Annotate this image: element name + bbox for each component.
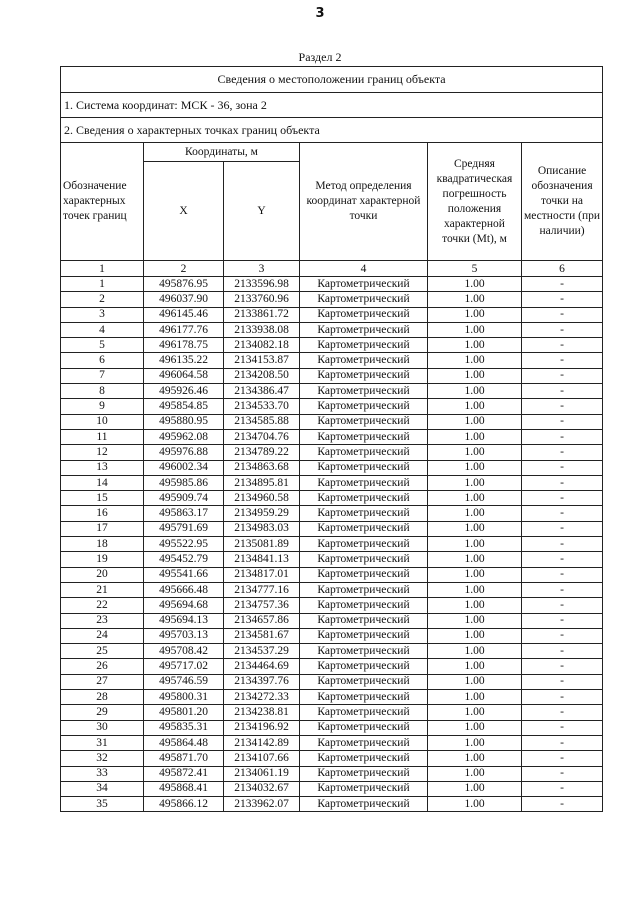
description-cell: - [522, 705, 603, 720]
coord-y-cell: 2134585.88 [224, 414, 300, 429]
coord-x-cell: 495962.08 [144, 429, 224, 444]
description-cell: - [522, 460, 603, 475]
description-cell: - [522, 475, 603, 490]
point-number-cell: 9 [61, 399, 144, 414]
point-number-cell: 25 [61, 644, 144, 659]
mean-error-cell: 1.00 [428, 384, 522, 399]
point-number-cell: 29 [61, 705, 144, 720]
method-cell: Картометрический [300, 414, 428, 429]
coord-y-cell: 2134817.01 [224, 567, 300, 582]
description-cell: - [522, 506, 603, 521]
description-cell: - [522, 720, 603, 735]
point-number-cell: 14 [61, 475, 144, 490]
coord-x-cell: 495864.48 [144, 735, 224, 750]
coord-x-cell: 495703.13 [144, 628, 224, 643]
header-coordinates: Координаты, м [144, 143, 300, 162]
boundary-points-table [60, 66, 603, 812]
point-number-cell: 1 [61, 277, 144, 292]
coord-x-cell: 496135.22 [144, 353, 224, 368]
method-cell: Картометрический [300, 659, 428, 674]
method-cell: Картометрический [300, 521, 428, 536]
table-row [61, 429, 603, 444]
point-number-cell: 17 [61, 521, 144, 536]
coord-y-cell: 2134464.69 [224, 659, 300, 674]
method-cell: Картометрический [300, 690, 428, 705]
coord-y-cell: 2134397.76 [224, 674, 300, 689]
table-row [61, 353, 603, 368]
table-row [61, 690, 603, 705]
method-cell: Картометрический [300, 613, 428, 628]
table-row [61, 613, 603, 628]
column-number: 6 [522, 261, 603, 277]
mean-error-cell: 1.00 [428, 537, 522, 552]
mean-error-cell: 1.00 [428, 429, 522, 444]
coord-y-cell: 2134537.29 [224, 644, 300, 659]
point-number-cell: 33 [61, 766, 144, 781]
coord-x-cell: 496178.75 [144, 338, 224, 353]
description-cell: - [522, 307, 603, 322]
table-row [61, 674, 603, 689]
mean-error-cell: 1.00 [428, 598, 522, 613]
table-row [61, 751, 603, 766]
description-cell: - [522, 751, 603, 766]
mean-error-cell: 1.00 [428, 720, 522, 735]
description-cell: - [522, 521, 603, 536]
coord-y-cell: 2134082.18 [224, 338, 300, 353]
coord-x-cell: 495926.46 [144, 384, 224, 399]
point-number-cell: 2 [61, 292, 144, 307]
mean-error-cell: 1.00 [428, 292, 522, 307]
point-number-cell: 8 [61, 384, 144, 399]
page-number: 3 [315, 6, 325, 21]
description-cell: - [522, 552, 603, 567]
description-cell: - [522, 567, 603, 582]
description-cell: - [522, 690, 603, 705]
table-row [61, 781, 603, 796]
method-cell: Картометрический [300, 491, 428, 506]
mean-error-cell: 1.00 [428, 399, 522, 414]
table-row [61, 720, 603, 735]
coord-x-cell: 496037.90 [144, 292, 224, 307]
description-cell: - [522, 414, 603, 429]
table-row [61, 322, 603, 337]
mean-error-cell: 1.00 [428, 766, 522, 781]
coord-x-cell: 496064.58 [144, 368, 224, 383]
column-number-row [61, 261, 603, 277]
point-number-cell: 10 [61, 414, 144, 429]
coord-y-cell: 2134153.87 [224, 353, 300, 368]
table-row [61, 659, 603, 674]
method-cell: Картометрический [300, 720, 428, 735]
table-row [61, 491, 603, 506]
column-number: 1 [61, 261, 144, 277]
point-number-cell: 34 [61, 781, 144, 796]
table-row [61, 384, 603, 399]
point-number-cell: 31 [61, 735, 144, 750]
coord-y-cell: 2134704.76 [224, 429, 300, 444]
header-method: Метод определения координат характерной точки [300, 143, 428, 261]
coord-y-cell: 2134061.19 [224, 766, 300, 781]
description-cell: - [522, 766, 603, 781]
column-number: 4 [300, 261, 428, 277]
method-cell: Картометрический [300, 628, 428, 643]
method-cell: Картометрический [300, 552, 428, 567]
point-number-cell: 22 [61, 598, 144, 613]
coord-x-cell: 495746.59 [144, 674, 224, 689]
table-row [61, 521, 603, 536]
method-cell: Картометрический [300, 475, 428, 490]
coord-y-cell: 2133596.98 [224, 277, 300, 292]
mean-error-cell: 1.00 [428, 307, 522, 322]
coord-x-cell: 495866.12 [144, 797, 224, 812]
table-row [61, 537, 603, 552]
point-number-cell: 13 [61, 460, 144, 475]
coord-x-cell: 495871.70 [144, 751, 224, 766]
description-cell: - [522, 644, 603, 659]
mean-error-cell: 1.00 [428, 460, 522, 475]
coord-y-cell: 2134208.50 [224, 368, 300, 383]
description-cell: - [522, 537, 603, 552]
table-title: Сведения о местоположении границ объекта [61, 67, 603, 93]
mean-error-cell: 1.00 [428, 751, 522, 766]
mean-error-cell: 1.00 [428, 521, 522, 536]
mean-error-cell: 1.00 [428, 705, 522, 720]
mean-error-cell: 1.00 [428, 353, 522, 368]
method-cell: Картометрический [300, 674, 428, 689]
method-cell: Картометрический [300, 277, 428, 292]
description-cell: - [522, 338, 603, 353]
method-cell: Картометрический [300, 338, 428, 353]
point-number-cell: 11 [61, 429, 144, 444]
table-row [61, 277, 603, 292]
method-cell: Картометрический [300, 506, 428, 521]
coord-x-cell: 495708.42 [144, 644, 224, 659]
coordinate-system: 1. Система координат: МСК - 36, зона 2 [61, 93, 603, 118]
point-number-cell: 6 [61, 353, 144, 368]
method-cell: Картометрический [300, 368, 428, 383]
description-cell: - [522, 797, 603, 812]
coord-y-cell: 2134107.66 [224, 751, 300, 766]
method-cell: Картометрический [300, 384, 428, 399]
method-cell: Картометрический [300, 399, 428, 414]
coord-x-cell: 495694.13 [144, 613, 224, 628]
table-row [61, 475, 603, 490]
table-row [61, 292, 603, 307]
coord-y-cell: 2134581.67 [224, 628, 300, 643]
method-cell: Картометрический [300, 797, 428, 812]
coord-y-cell: 2134960.58 [224, 491, 300, 506]
coord-x-cell: 495666.48 [144, 582, 224, 597]
method-cell: Картометрический [300, 537, 428, 552]
table-body [61, 277, 603, 812]
description-cell: - [522, 735, 603, 750]
mean-error-cell: 1.00 [428, 475, 522, 490]
method-cell: Картометрический [300, 582, 428, 597]
coord-x-cell: 495976.88 [144, 445, 224, 460]
header-description: Описание обозначения точки на местности (при наличии) [522, 143, 603, 261]
table-row [61, 735, 603, 750]
coord-y-cell: 2133962.07 [224, 797, 300, 812]
table-row [61, 338, 603, 353]
mean-error-cell: 1.00 [428, 613, 522, 628]
mean-error-cell: 1.00 [428, 506, 522, 521]
point-number-cell: 23 [61, 613, 144, 628]
mean-error-cell: 1.00 [428, 690, 522, 705]
section-title: Раздел 2 [298, 50, 342, 64]
mean-error-cell: 1.00 [428, 659, 522, 674]
coord-y-cell: 2135081.89 [224, 537, 300, 552]
description-cell: - [522, 322, 603, 337]
method-cell: Картометрический [300, 429, 428, 444]
description-cell: - [522, 674, 603, 689]
table-row [61, 460, 603, 475]
coord-y-cell: 2133938.08 [224, 322, 300, 337]
method-cell: Картометрический [300, 292, 428, 307]
mean-error-cell: 1.00 [428, 582, 522, 597]
point-number-cell: 3 [61, 307, 144, 322]
method-cell: Картометрический [300, 307, 428, 322]
table-row [61, 567, 603, 582]
point-number-cell: 32 [61, 751, 144, 766]
mean-error-cell: 1.00 [428, 735, 522, 750]
method-cell: Картометрический [300, 781, 428, 796]
coord-y-cell: 2134142.89 [224, 735, 300, 750]
points-section-title: 2. Сведения о характерных точках границ объекта [61, 118, 603, 143]
table-row [61, 797, 603, 812]
description-cell: - [522, 292, 603, 307]
table-row [61, 368, 603, 383]
column-number: 2 [144, 261, 224, 277]
mean-error-cell: 1.00 [428, 644, 522, 659]
header-y: Y [224, 162, 300, 261]
coord-y-cell: 2133760.96 [224, 292, 300, 307]
table-row [61, 506, 603, 521]
mean-error-cell: 1.00 [428, 674, 522, 689]
point-number-cell: 35 [61, 797, 144, 812]
point-number-cell: 19 [61, 552, 144, 567]
mean-error-cell: 1.00 [428, 414, 522, 429]
point-number-cell: 15 [61, 491, 144, 506]
coord-y-cell: 2134841.13 [224, 552, 300, 567]
coord-y-cell: 2134777.16 [224, 582, 300, 597]
table-row [61, 399, 603, 414]
table-row [61, 552, 603, 567]
coord-x-cell: 495522.95 [144, 537, 224, 552]
point-number-cell: 30 [61, 720, 144, 735]
coord-y-cell: 2134196.92 [224, 720, 300, 735]
coord-y-cell: 2134863.68 [224, 460, 300, 475]
table-row [61, 582, 603, 597]
method-cell: Картометрический [300, 567, 428, 582]
point-number-cell: 28 [61, 690, 144, 705]
mean-error-cell: 1.00 [428, 552, 522, 567]
coord-y-cell: 2134032.67 [224, 781, 300, 796]
mean-error-cell: 1.00 [428, 491, 522, 506]
coord-x-cell: 495880.95 [144, 414, 224, 429]
method-cell: Картометрический [300, 445, 428, 460]
mean-error-cell: 1.00 [428, 567, 522, 582]
point-number-cell: 18 [61, 537, 144, 552]
coord-x-cell: 495541.66 [144, 567, 224, 582]
description-cell: - [522, 781, 603, 796]
header-point: Обозначение характерных точек границ [61, 143, 144, 261]
method-cell: Картометрический [300, 460, 428, 475]
description-cell: - [522, 598, 603, 613]
description-cell: - [522, 399, 603, 414]
method-cell: Картометрический [300, 766, 428, 781]
table-row [61, 766, 603, 781]
coord-y-cell: 2134238.81 [224, 705, 300, 720]
coord-x-cell: 495868.41 [144, 781, 224, 796]
point-number-cell: 26 [61, 659, 144, 674]
point-number-cell: 20 [61, 567, 144, 582]
mean-error-cell: 1.00 [428, 797, 522, 812]
point-number-cell: 16 [61, 506, 144, 521]
method-cell: Картометрический [300, 598, 428, 613]
coord-x-cell: 495452.79 [144, 552, 224, 567]
method-cell: Картометрический [300, 322, 428, 337]
method-cell: Картометрический [300, 735, 428, 750]
coord-x-cell: 495872.41 [144, 766, 224, 781]
coord-y-cell: 2134895.81 [224, 475, 300, 490]
description-cell: - [522, 429, 603, 444]
coord-x-cell: 496002.34 [144, 460, 224, 475]
coord-x-cell: 495835.31 [144, 720, 224, 735]
mean-error-cell: 1.00 [428, 368, 522, 383]
coord-x-cell: 495717.02 [144, 659, 224, 674]
coord-x-cell: 495694.68 [144, 598, 224, 613]
mean-error-cell: 1.00 [428, 628, 522, 643]
coord-x-cell: 495909.74 [144, 491, 224, 506]
description-cell: - [522, 353, 603, 368]
coord-y-cell: 2133861.72 [224, 307, 300, 322]
table-row [61, 445, 603, 460]
description-cell: - [522, 582, 603, 597]
coord-y-cell: 2134386.47 [224, 384, 300, 399]
description-cell: - [522, 368, 603, 383]
point-number-cell: 5 [61, 338, 144, 353]
coord-x-cell: 495791.69 [144, 521, 224, 536]
coord-x-cell: 495800.31 [144, 690, 224, 705]
description-cell: - [522, 659, 603, 674]
point-number-cell: 27 [61, 674, 144, 689]
coord-y-cell: 2134533.70 [224, 399, 300, 414]
description-cell: - [522, 277, 603, 292]
point-number-cell: 4 [61, 322, 144, 337]
mean-error-cell: 1.00 [428, 277, 522, 292]
description-cell: - [522, 628, 603, 643]
coord-x-cell: 496177.76 [144, 322, 224, 337]
description-cell: - [522, 613, 603, 628]
coord-x-cell: 496145.46 [144, 307, 224, 322]
coord-y-cell: 2134657.86 [224, 613, 300, 628]
method-cell: Картометрический [300, 644, 428, 659]
mean-error-cell: 1.00 [428, 781, 522, 796]
coord-y-cell: 2134789.22 [224, 445, 300, 460]
method-cell: Картометрический [300, 353, 428, 368]
table-row [61, 628, 603, 643]
point-number-cell: 24 [61, 628, 144, 643]
table-row [61, 414, 603, 429]
coord-x-cell: 495876.95 [144, 277, 224, 292]
column-number: 3 [224, 261, 300, 277]
coord-y-cell: 2134272.33 [224, 690, 300, 705]
point-number-cell: 12 [61, 445, 144, 460]
coord-x-cell: 495863.17 [144, 506, 224, 521]
mean-error-cell: 1.00 [428, 338, 522, 353]
coord-y-cell: 2134983.03 [224, 521, 300, 536]
column-number: 5 [428, 261, 522, 277]
description-cell: - [522, 491, 603, 506]
description-cell: - [522, 445, 603, 460]
description-cell: - [522, 384, 603, 399]
mean-error-cell: 1.00 [428, 445, 522, 460]
table-row [61, 644, 603, 659]
coord-y-cell: 2134757.36 [224, 598, 300, 613]
header-error: Средняя квадратическая погрешность положения характерной точки (Mt), м [428, 143, 522, 261]
method-cell: Картометрический [300, 751, 428, 766]
table-row [61, 307, 603, 322]
coord-x-cell: 495985.86 [144, 475, 224, 490]
coord-x-cell: 495801.20 [144, 705, 224, 720]
table-row [61, 598, 603, 613]
point-number-cell: 21 [61, 582, 144, 597]
point-number-cell: 7 [61, 368, 144, 383]
mean-error-cell: 1.00 [428, 322, 522, 337]
coord-x-cell: 495854.85 [144, 399, 224, 414]
table-row [61, 705, 603, 720]
method-cell: Картометрический [300, 705, 428, 720]
header-x: X [144, 162, 224, 261]
coord-y-cell: 2134959.29 [224, 506, 300, 521]
